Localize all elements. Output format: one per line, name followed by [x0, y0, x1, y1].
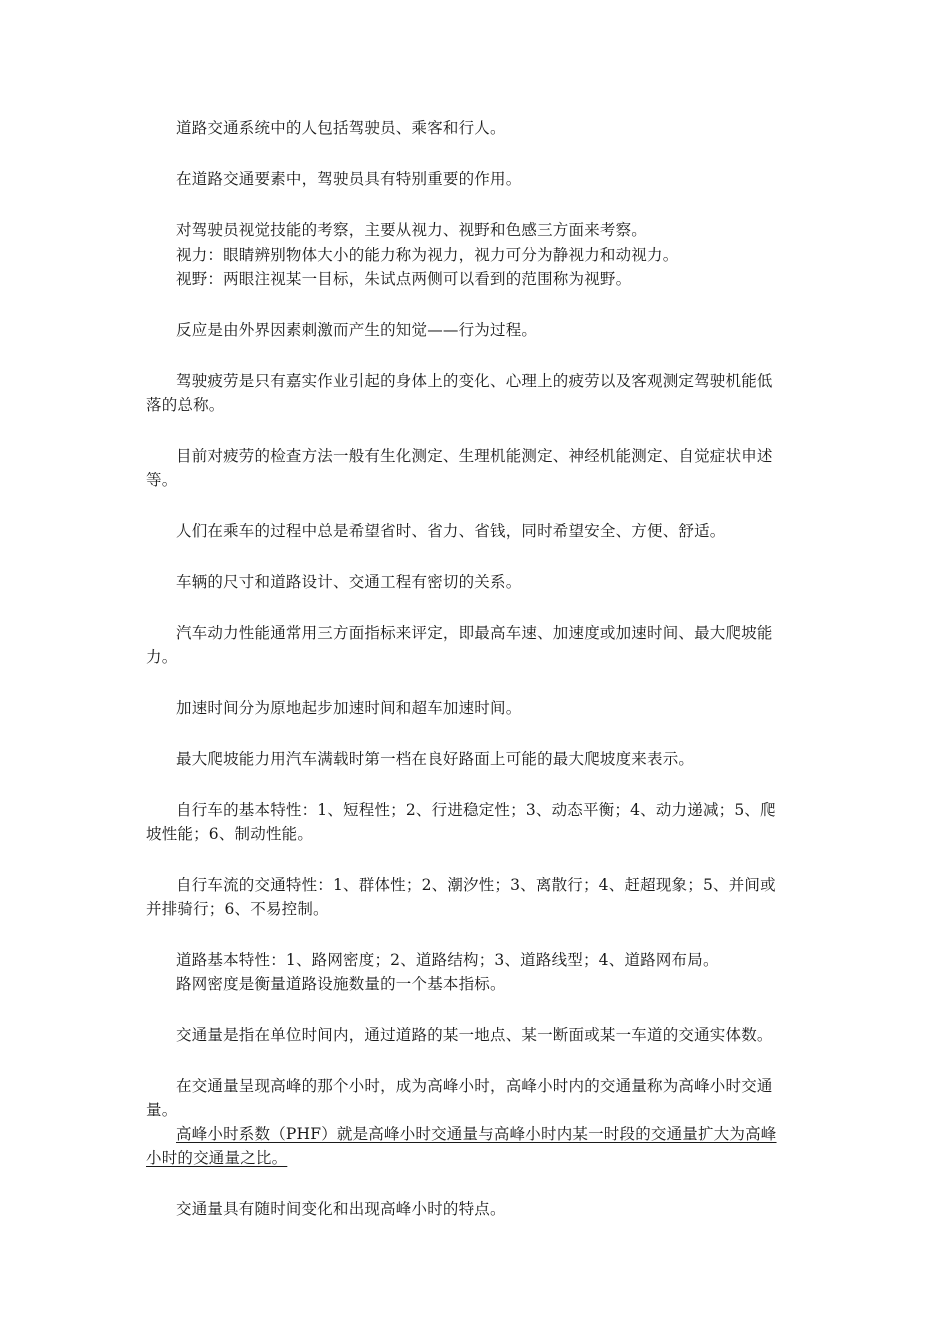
- text-line: 道路基本特性：1、路网密度；2、道路结构；3、道路线型；4、道路网布局。: [176, 951, 719, 969]
- text-line: 对驾驶员视觉技能的考察，主要从视力、视野和色感三方面来考察。: [176, 221, 648, 239]
- text-line: 加速时间分为原地起步加速时间和超车加速时间。: [176, 699, 522, 717]
- text-line: 车辆的尺寸和道路设计、交通工程有密切的关系。: [176, 573, 522, 591]
- text-line: 坡性能；6、制动性能。: [146, 825, 314, 843]
- text-line-underlined: 小时的交通量之比。: [146, 1149, 288, 1167]
- text-line: 交通量是指在单位时间内，通过道路的某一地点、某一断面或某一车道的交通实体数。: [176, 1026, 773, 1044]
- text-line: 最大爬坡能力用汽车满载时第一档在良好路面上可能的最大爬坡度来表示。: [176, 750, 695, 768]
- text-line: 汽车动力性能通常用三方面指标来评定，即最高车速、加速度或加速时间、最大爬坡能: [176, 624, 773, 642]
- text-line: 驾驶疲劳是只有嘉实作业引起的身体上的变化、心理上的疲劳以及客观测定驾驶机能低: [176, 372, 773, 390]
- text-line: 落的总称。: [146, 396, 225, 414]
- text-line: 在道路交通要素中，驾驶员具有特别重要的作用。: [176, 170, 522, 188]
- text-line: 视力：眼睛辨别物体大小的能力称为视力，视力可分为静视力和动视力。: [176, 246, 679, 264]
- text-line: 视野：两眼注视某一目标，朱试点两侧可以看到的范围称为视野。: [176, 270, 632, 288]
- text-line: 道路交通系统中的人包括驾驶员、乘客和行人。: [176, 119, 506, 137]
- text-line: 人们在乘车的过程中总是希望省时、省力、省钱，同时希望安全、方便、舒适。: [176, 522, 726, 540]
- text-line: 交通量具有随时间变化和出现高峰小时的特点。: [176, 1200, 506, 1218]
- text-line: 在交通量呈现高峰的那个小时，成为高峰小时，高峰小时内的交通量称为高峰小时交通: [176, 1077, 773, 1095]
- text-line: 量。: [146, 1101, 178, 1119]
- text-line: 目前对疲劳的检查方法一般有生化测定、生理机能测定、神经机能测定、自觉症状申述: [176, 447, 773, 465]
- text-line: 反应是由外界因素刺激而产生的知觉——行为过程。: [176, 321, 538, 339]
- text-line: 自行车的基本特性：1、短程性；2、行进稳定性；3、动态平衡；4、动力递减；5、爬: [176, 801, 776, 819]
- text-line: 等。: [146, 471, 178, 489]
- text-line: 力。: [146, 648, 178, 666]
- text-line: 路网密度是衡量道路设施数量的一个基本指标。: [176, 975, 506, 993]
- text-line-underlined: 高峰小时系数（PHF）就是高峰小时交通量与高峰小时内某一时段的交通量扩大为高峰: [176, 1125, 777, 1143]
- text-line: 自行车流的交通特性：1、群体性；2、潮汐性；3、离散行；4、赶超现象；5、并间或: [176, 876, 776, 894]
- text-line: 并排骑行；6、不易控制。: [146, 900, 329, 918]
